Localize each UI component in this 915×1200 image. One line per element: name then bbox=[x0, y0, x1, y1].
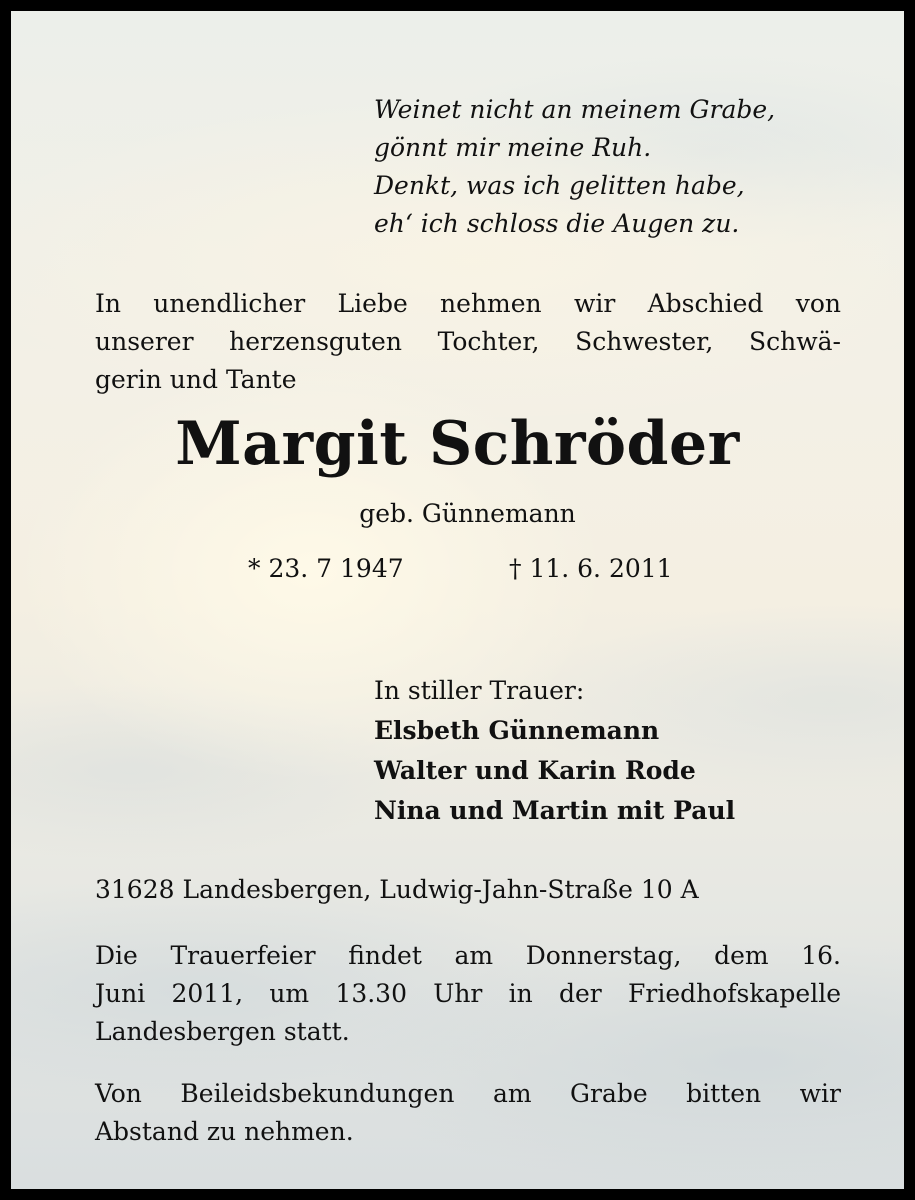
death-date: † 11. 6. 2011 bbox=[509, 554, 673, 583]
mourner-name: Walter und Karin Rode bbox=[374, 756, 696, 785]
condolence-line: Von Beileidsbekundungen am Grabe bitten wir bbox=[95, 1079, 841, 1108]
birth-name: geb. Günnemann bbox=[359, 499, 576, 528]
service-line: Landesbergen statt. bbox=[95, 1017, 350, 1046]
farewell-line: unserer herzensguten Tochter, Schwester, Schwä- bbox=[95, 327, 841, 356]
family-address: 31628 Landesbergen, Ludwig-Jahn-Straße 10 A bbox=[95, 875, 699, 904]
deceased-name: Margit Schröder bbox=[175, 409, 740, 479]
poem-line: Denkt, was ich gelitten habe, bbox=[374, 171, 745, 200]
funeral-service-info bbox=[95, 937, 841, 1051]
mourner-name: Elsbeth Günnemann bbox=[374, 716, 660, 745]
farewell-text bbox=[95, 285, 841, 399]
birth-date: * 23. 7 1947 bbox=[248, 554, 404, 583]
service-line: Juni 2011, um 13.30 Uhr in der Friedhofskapelle bbox=[95, 979, 841, 1008]
condolence-note bbox=[95, 1075, 841, 1151]
memorial-poem bbox=[374, 91, 775, 243]
mourners-heading: In stiller Trauer: bbox=[374, 676, 585, 705]
mourners-list bbox=[374, 671, 735, 831]
poem-line: eh‘ ich schloss die Augen zu. bbox=[374, 209, 740, 238]
farewell-line: gerin und Tante bbox=[95, 365, 297, 394]
condolence-line: Abstand zu nehmen. bbox=[95, 1117, 354, 1146]
poem-line: Weinet nicht an meinem Grabe, bbox=[374, 95, 776, 124]
poem-line: gönnt mir meine Ruh. bbox=[374, 133, 652, 162]
mourner-name: Nina und Martin mit Paul bbox=[374, 796, 736, 825]
service-line: Die Trauerfeier findet am Donnerstag, dem 16. bbox=[95, 941, 841, 970]
farewell-line: In unendlicher Liebe nehmen wir Abschied von bbox=[95, 289, 841, 318]
